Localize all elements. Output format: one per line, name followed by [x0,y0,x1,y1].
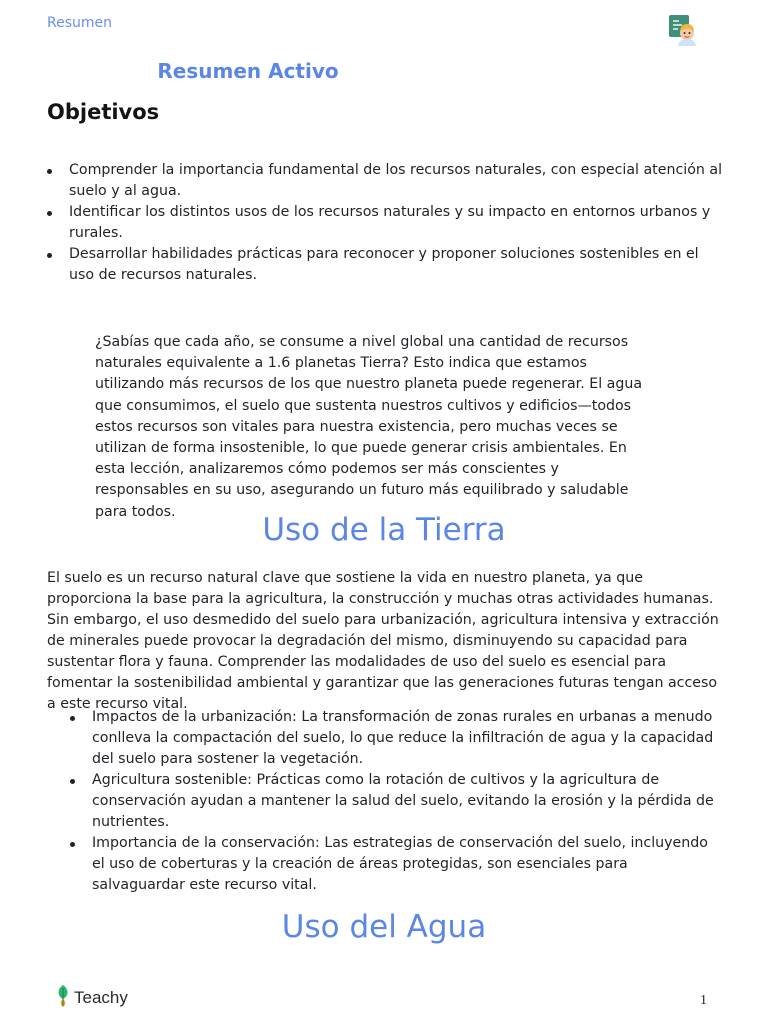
list-item: Desarrollar habilidades prácticas para reconocer y proponer soluciones sostenibles en el uso de recursos naturales. [47,244,727,286]
page-number: 1 [700,993,707,1008]
list-item: Comprender la importancia fundamental de los recursos naturales, con especial atención al suelo y al agua. [47,160,727,202]
footer-logo [56,984,128,1012]
tierra-list [70,707,725,896]
header-label: Resumen [47,15,113,31]
footer-brand: Teachy [74,988,128,1007]
intro-paragraph: ¿Sabías que cada año, se consume a nivel global una cantidad de recursos naturales equivalente a 1.6 planetas Tierra? Esto indica que estamos utilizando más recursos de los que nuestro planeta puede regenerar. El agua que consumimos, el suelo que sustenta nuestros cultivos y edificios—todos estos recursos son vitales para nuestra existencia, pero muchas veces se utilizan de forma insostenible, lo que puede generar crisis ambientales. En esta lección, analizaremos cómo podemos ser más conscientes y responsables en su uso, asegurando un futuro más equilibrado y saludable para todos. [95,334,643,520]
section-heading-agua: Uso del Agua [281,909,487,945]
document-title: Resumen Activo [157,59,339,83]
tierra-paragraph: El suelo es un recurso natural clave que sostiene la vida en nuestro planeta, ya que proporciona la base para la agricultura, la construcción y muchas otras actividades humanas. Sin embargo, el uso desmedido del suelo para urbanización, agricultura intensiva y extracción de minerales puede provocar la degradación del mismo, disminuyendo su capacidad para sustentar flora y fauna. Comprender las modalidades de uso del suelo es esencial para fomentar la sostenibilidad ambiental y garantizar que las generaciones futuras tengan acceso a este recurso vital. [47,570,719,712]
objectives-heading: Objetivos [47,100,160,124]
teachy-leaf-icon [56,984,70,1012]
teacher-icon [668,14,698,46]
list-item: Identificar los distintos usos de los recursos naturales y su impacto en entornos urbanos y rurales. [47,202,727,244]
section-heading-tierra: Uso de la Tierra [262,512,506,548]
list-item: Agricultura sostenible: Prácticas como la rotación de cultivos y la agricultura de conservación ayudan a mantener la salud del suelo, evitando la erosión y la pérdida de nutrientes. [70,770,725,833]
list-item: Impactos de la urbanización: La transformación de zonas rurales en urbanas a menudo conlleva la compactación del suelo, lo que reduce la infiltración de agua y la capacidad del suelo para sostener la vegetación. [70,707,725,770]
objectives-list [47,160,727,286]
list-item: Importancia de la conservación: Las estrategias de conservación del suelo, incluyendo el uso de coberturas y la creación de áreas protegidas, son esenciales para salvaguardar este recurso vital. [70,833,725,896]
